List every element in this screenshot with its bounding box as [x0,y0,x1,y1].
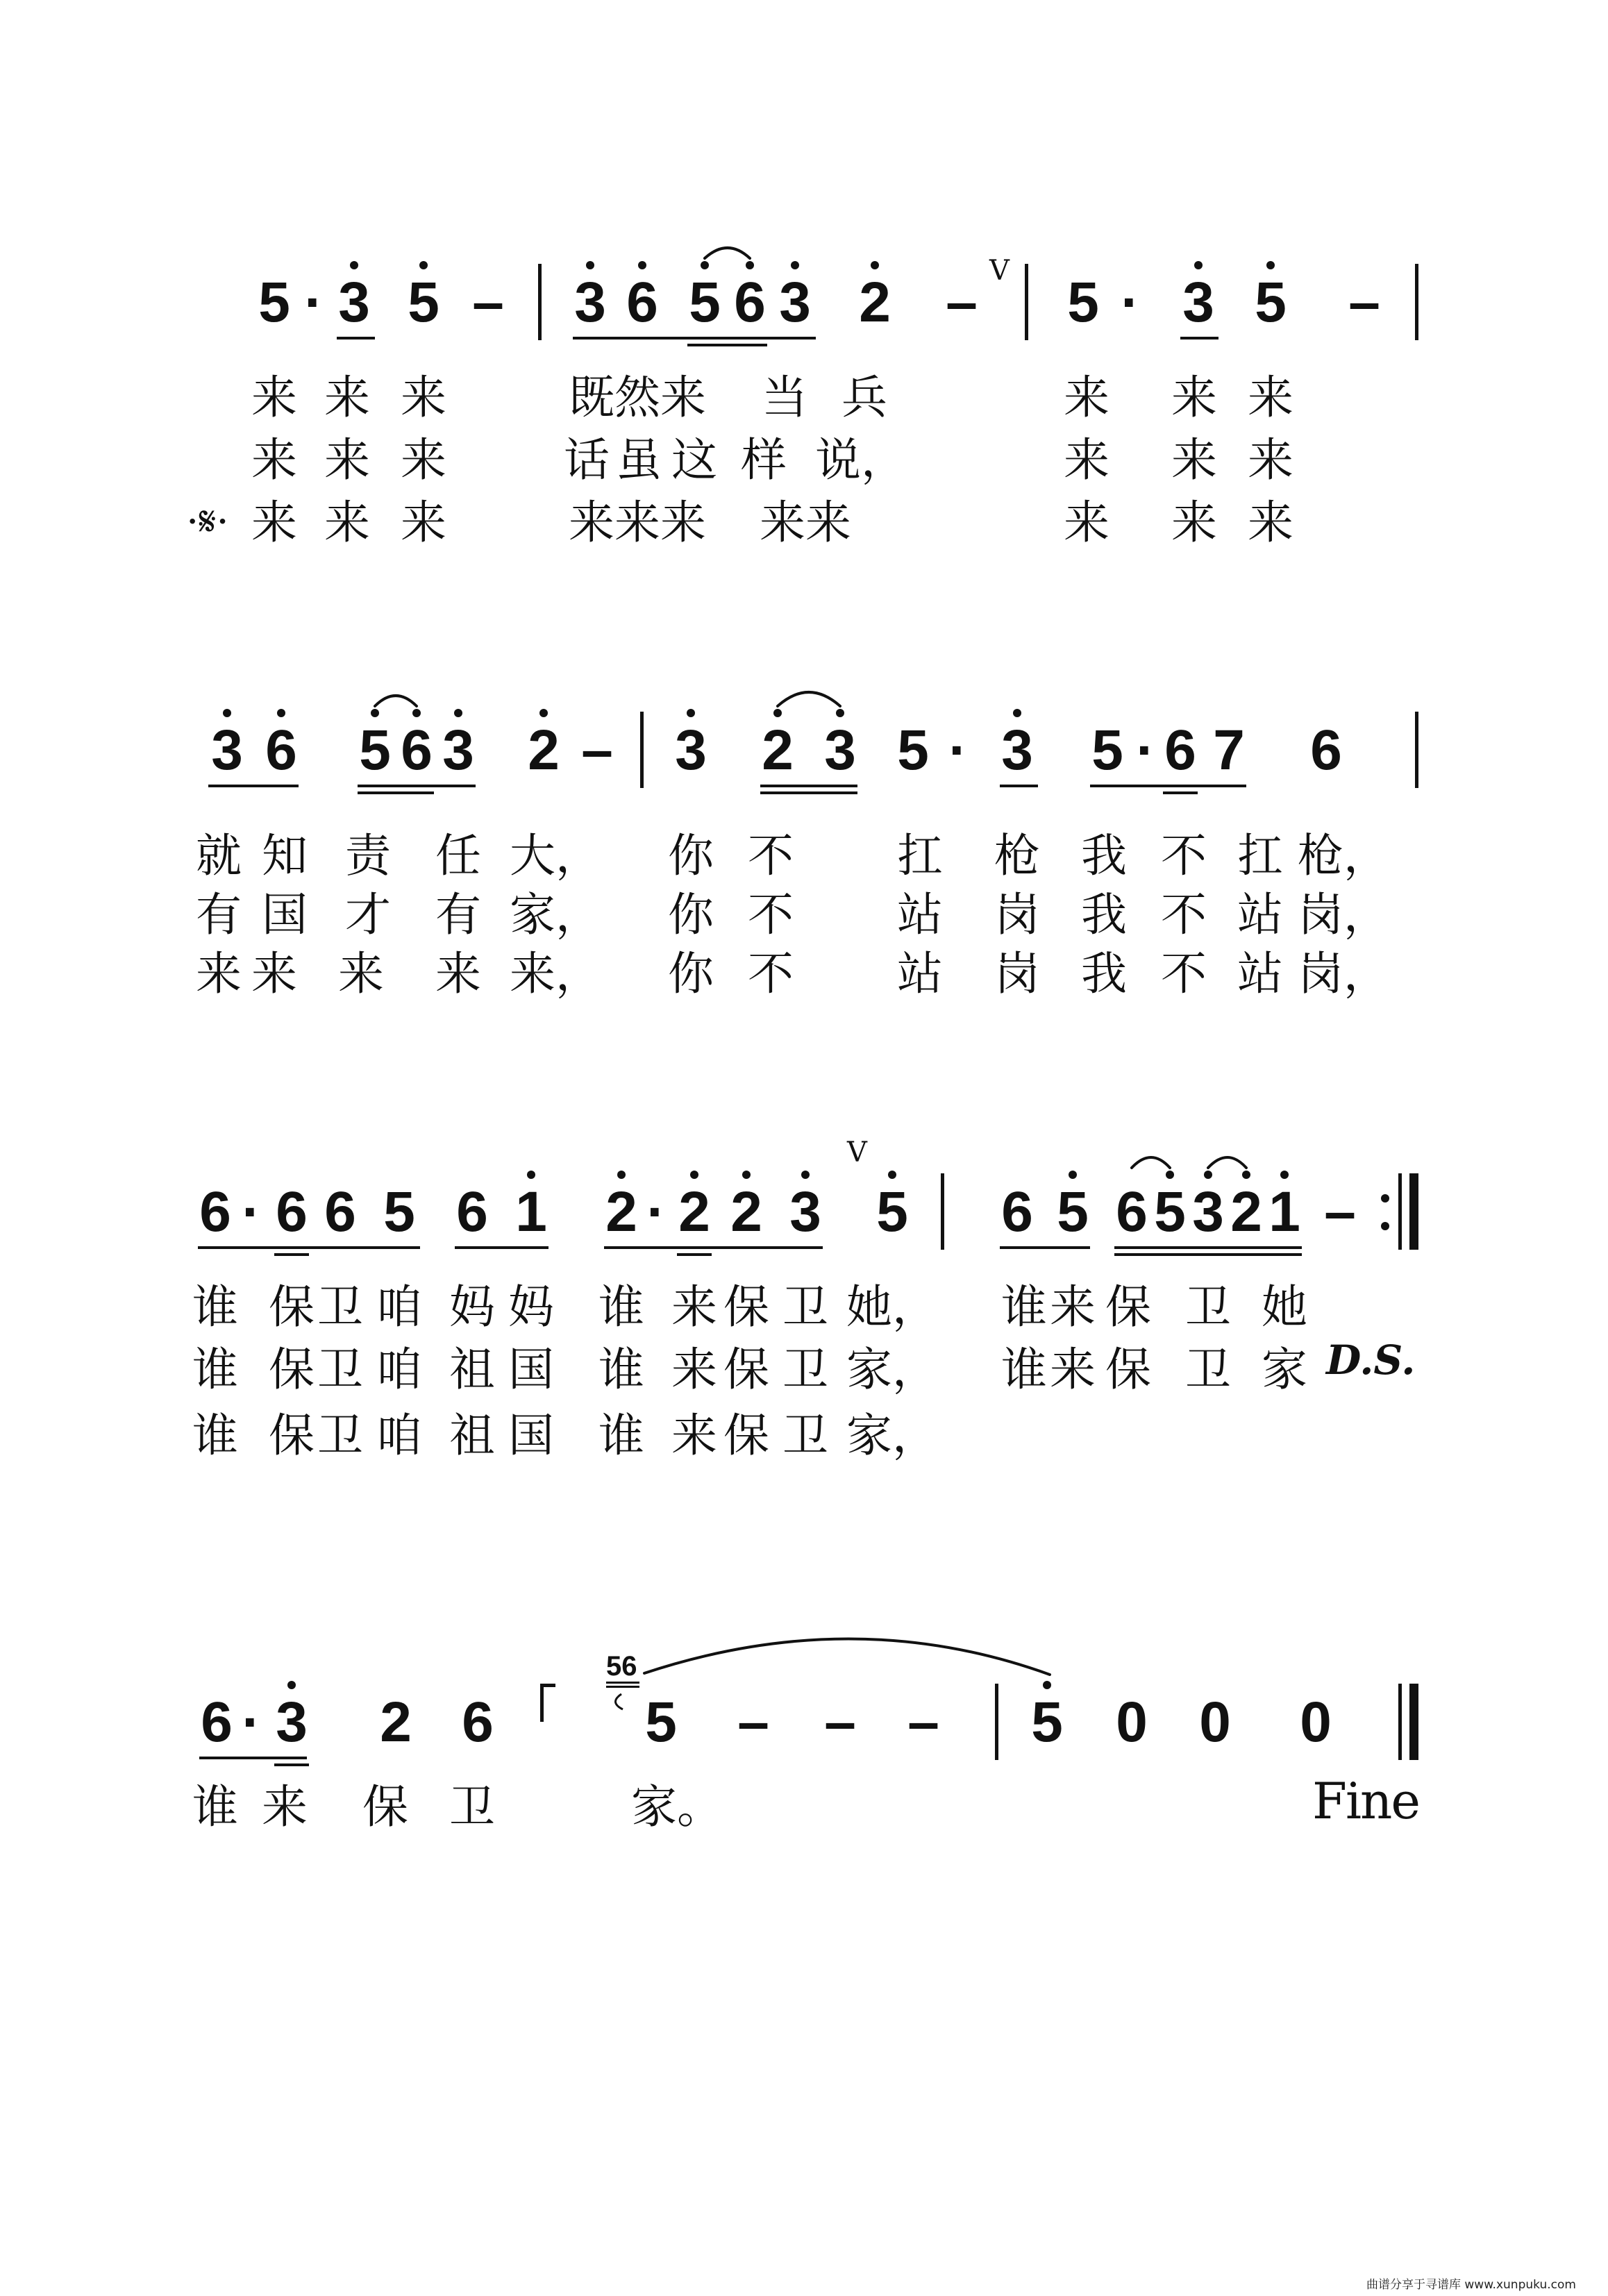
note: 6 [456,1180,488,1243]
dash: – [1348,271,1380,334]
note: 3 [1192,1180,1224,1243]
note: 2 [762,719,794,782]
lyric-char: 我 [1081,888,1127,941]
lyric-char: 家， [510,888,601,941]
lyric-char: 谁 [598,1343,644,1396]
note: 6 [462,1691,494,1754]
note: 3 [574,271,606,334]
dash: – [1324,1180,1356,1243]
note: 6 [201,1691,233,1754]
dal-segno-mark: D.S. [1326,1336,1416,1384]
lyric-char: 卫 [449,1780,495,1834]
lyric-char: 国 [508,1343,554,1396]
fine-mark: Fine [1312,1772,1419,1830]
lyric-char: 大， [510,829,601,882]
lyric-char: 来 [1171,371,1217,424]
lyric-char: 你 [668,888,714,941]
note: 3 [211,719,243,782]
breath-mark: V [847,1137,867,1168]
note: 2 [730,1180,762,1243]
lyric-char: 不 [1161,888,1207,941]
lyric-char: 来 [1064,433,1109,487]
lyric-char: 来 [671,1280,717,1334]
note: 6 [626,271,658,334]
lyric-char: 话 [564,433,610,487]
lyric-char: 妈 [449,1280,495,1334]
lyric-char: 保 [269,1343,315,1396]
lyric-char: 任 [435,829,481,882]
lyric-char: 谁 [1001,1343,1047,1396]
note: 2 [859,271,891,334]
lyric-char: 谁 [192,1280,238,1334]
note: 5 [1154,1180,1186,1243]
note: 3 [442,719,474,782]
lyric-char: 来 [435,947,481,1000]
lyric-char: 祖 [449,1343,495,1396]
lyric-char: 来 [671,1409,717,1462]
note: 3 [338,271,370,334]
lyric-char: 扛 [897,829,943,882]
lyric-char: 咱 [376,1280,422,1334]
lyric-char: 来， [510,947,601,1000]
lyric-char: 来 [1064,496,1109,549]
lyric-char: 来 [262,1780,308,1834]
lyric-char: 谁 [192,1343,238,1396]
lyric-char: 卫 [1185,1280,1231,1334]
lyric-char: 来 [401,433,446,487]
lyric-char: 保 [269,1280,315,1334]
slur [705,248,750,258]
note: 3 [1001,719,1033,782]
dot-duration: · [304,271,324,334]
note: 5 [897,719,929,782]
lyric-char: 兵 [841,371,887,424]
lyric-char: 来 [324,496,370,549]
note: 2 [678,1180,710,1243]
dot-duration: · [242,1180,261,1243]
rest: 0 [1300,1691,1332,1754]
slur [644,1639,1050,1675]
note: 6 [1116,1180,1148,1243]
dot-duration: · [1136,719,1155,782]
note: 5 [689,271,721,334]
lyric-char: 谁 [1001,1280,1047,1334]
lyric-char: 这 [671,433,717,487]
note: 7 [1213,719,1245,782]
lyric-char: 站 [897,947,943,1000]
lyric-char: 样 [741,433,787,487]
note: 3 [789,1180,821,1243]
lyric-char: 我 [1081,829,1127,882]
slur [778,692,840,706]
lyric-char: 我 [1081,947,1127,1000]
lyric-char: 岗 [994,947,1040,1000]
note: 6 [265,719,297,782]
lyric-char: 来 [1248,371,1293,424]
lyric-char: 来 [196,947,242,1000]
lyric-char: 知 [262,829,308,882]
note: 5 [383,1180,415,1243]
segno-sign: ·𝄋· [186,498,229,545]
lyric-char: 保 [269,1409,315,1462]
lyric-char: 国 [508,1409,554,1462]
lyric-char: 卫 [782,1409,828,1462]
lyric-char: 来 [1064,371,1109,424]
note: 5 [258,271,290,334]
lyric-char: 来 [1171,433,1217,487]
dot-duration: · [1121,271,1140,334]
lyric-char: 咱 [376,1409,422,1462]
lyric-char: 来 [1050,1280,1096,1334]
lyric-char: 不 [1161,947,1207,1000]
note: 3 [276,1691,308,1754]
lyric-char: 来 [1171,496,1217,549]
note: 6 [734,271,766,334]
lyric-char: 站 [1237,888,1283,941]
dot-duration: · [242,1691,261,1754]
note: 6 [1164,719,1196,782]
lyric-char: 祖 [449,1409,495,1462]
lyric-char: 不 [748,829,794,882]
lyric-char: 谁 [192,1780,238,1834]
lyric-char: 不 [748,888,794,941]
lyric-char: 来 [324,371,370,424]
lyric-char: 岗， [1298,888,1389,941]
lyric-char: 保 [1105,1343,1151,1396]
lyric-char: 岗 [994,888,1040,941]
lyric-char: 卫 [317,1280,363,1334]
lyric-char: 来 [1248,496,1293,549]
note: 6 [199,1180,231,1243]
note: 5 [1091,719,1123,782]
lyric-char: 说， [815,433,907,487]
lyric-char: 你 [668,947,714,1000]
lyric-char: 保 [362,1780,408,1834]
note: 2 [380,1691,412,1754]
dash: – [472,271,504,334]
lyric-char: 你 [668,829,714,882]
lyric-char: 站 [1237,947,1283,1000]
lyric-char: 谁 [598,1409,644,1462]
dash: – [581,719,613,782]
lyric-char: 有 [435,888,481,941]
note: 2 [528,719,560,782]
lyric-char: 才 [345,888,391,941]
note: 5 [1031,1691,1063,1754]
lyric-char: 虽 [616,433,662,487]
note: 3 [1182,271,1214,334]
lyric-char: 责 [345,829,391,882]
dash: – [946,271,978,334]
lyric-char: 来 [1248,433,1293,487]
lyric-char: 岗， [1298,947,1389,1000]
note: 3 [779,271,811,334]
lyric-char: 保 [723,1343,769,1396]
grace-slur [615,1694,623,1709]
lyric-char: 国 [262,888,308,941]
note: 5 [359,719,391,782]
note: 5 [408,271,439,334]
breath-mark: V [989,255,1010,287]
lyric-char: 家 [1262,1343,1307,1396]
lyric-char: 扛 [1237,829,1283,882]
lyric-char: 卫 [317,1343,363,1396]
slur [375,696,417,706]
dash: – [907,1691,939,1754]
lyric-char: 保 [723,1409,769,1462]
lyric-char: 她 [1262,1280,1307,1334]
note: 1 [1268,1180,1300,1243]
lyric-char: 枪 [994,829,1040,882]
note: 2 [1230,1180,1262,1243]
lyric-char: 咱 [376,1343,422,1396]
note: 2 [605,1180,637,1243]
lyric-char: 有 [196,888,242,941]
lyric-char: 家， [846,1409,938,1462]
note: 5 [1255,271,1287,334]
lyric-char: 不 [1161,829,1207,882]
lyric-char: 家， [846,1343,938,1396]
note: 5 [1067,271,1099,334]
note: 5 [1057,1180,1089,1243]
lyric-char: 来 [251,496,297,549]
lyric-char: 卫 [1185,1343,1231,1396]
lyric-char: 来来 [760,496,851,549]
lyric-char: 卫 [782,1280,828,1334]
lyric-char: 来 [1050,1343,1096,1396]
lyric-char: 来 [251,947,297,1000]
lyric-char: 不 [748,947,794,1000]
rest: 0 [1116,1691,1148,1754]
lyric-char: 来 [671,1343,717,1396]
lyric-char: 她， [846,1280,938,1334]
dot-duration: · [646,1180,666,1243]
slur [1132,1157,1170,1168]
lyric-char: 家。 [631,1780,723,1834]
note: 6 [276,1180,308,1243]
lyric-char: 来 [401,496,446,549]
lyric-char: 谁 [192,1409,238,1462]
note: 6 [1310,719,1342,782]
note: 5 [876,1180,908,1243]
lyric-char: 来来来 [569,496,706,549]
note: 3 [824,719,856,782]
lyric-char: 来 [251,371,297,424]
lyric-char: 既然来 [569,371,706,424]
dot-duration: · [948,719,968,782]
lyric-char: 就 [196,829,242,882]
note: 1 [515,1180,547,1243]
note: 6 [401,719,433,782]
lyric-char: 当 [762,371,807,424]
note: 5 [645,1691,677,1754]
grace-notes: 56 [606,1651,637,1682]
lyric-char: 保 [723,1280,769,1334]
lyric-char: 保 [1105,1280,1151,1334]
lyric-char: 来 [324,433,370,487]
lyric-char: 妈 [508,1280,554,1334]
lyric-char: 卫 [782,1343,828,1396]
note: 6 [1001,1180,1033,1243]
rest: 0 [1199,1691,1231,1754]
note: 3 [675,719,707,782]
dash: – [737,1691,769,1754]
dash: – [824,1691,856,1754]
lyric-char: 枪， [1298,829,1389,882]
lyric-char: 来 [251,433,297,487]
lyric-char: 卫 [317,1409,363,1462]
lyric-char: 谁 [598,1280,644,1334]
slur [1208,1157,1246,1168]
footer-credit: 曲谱分享于寻谱库 www.xunpuku.com [1366,2278,1576,2292]
note: 6 [324,1180,356,1243]
lyric-char: 来 [338,947,384,1000]
lyric-char: 来 [401,371,446,424]
lyric-char: 站 [897,888,943,941]
